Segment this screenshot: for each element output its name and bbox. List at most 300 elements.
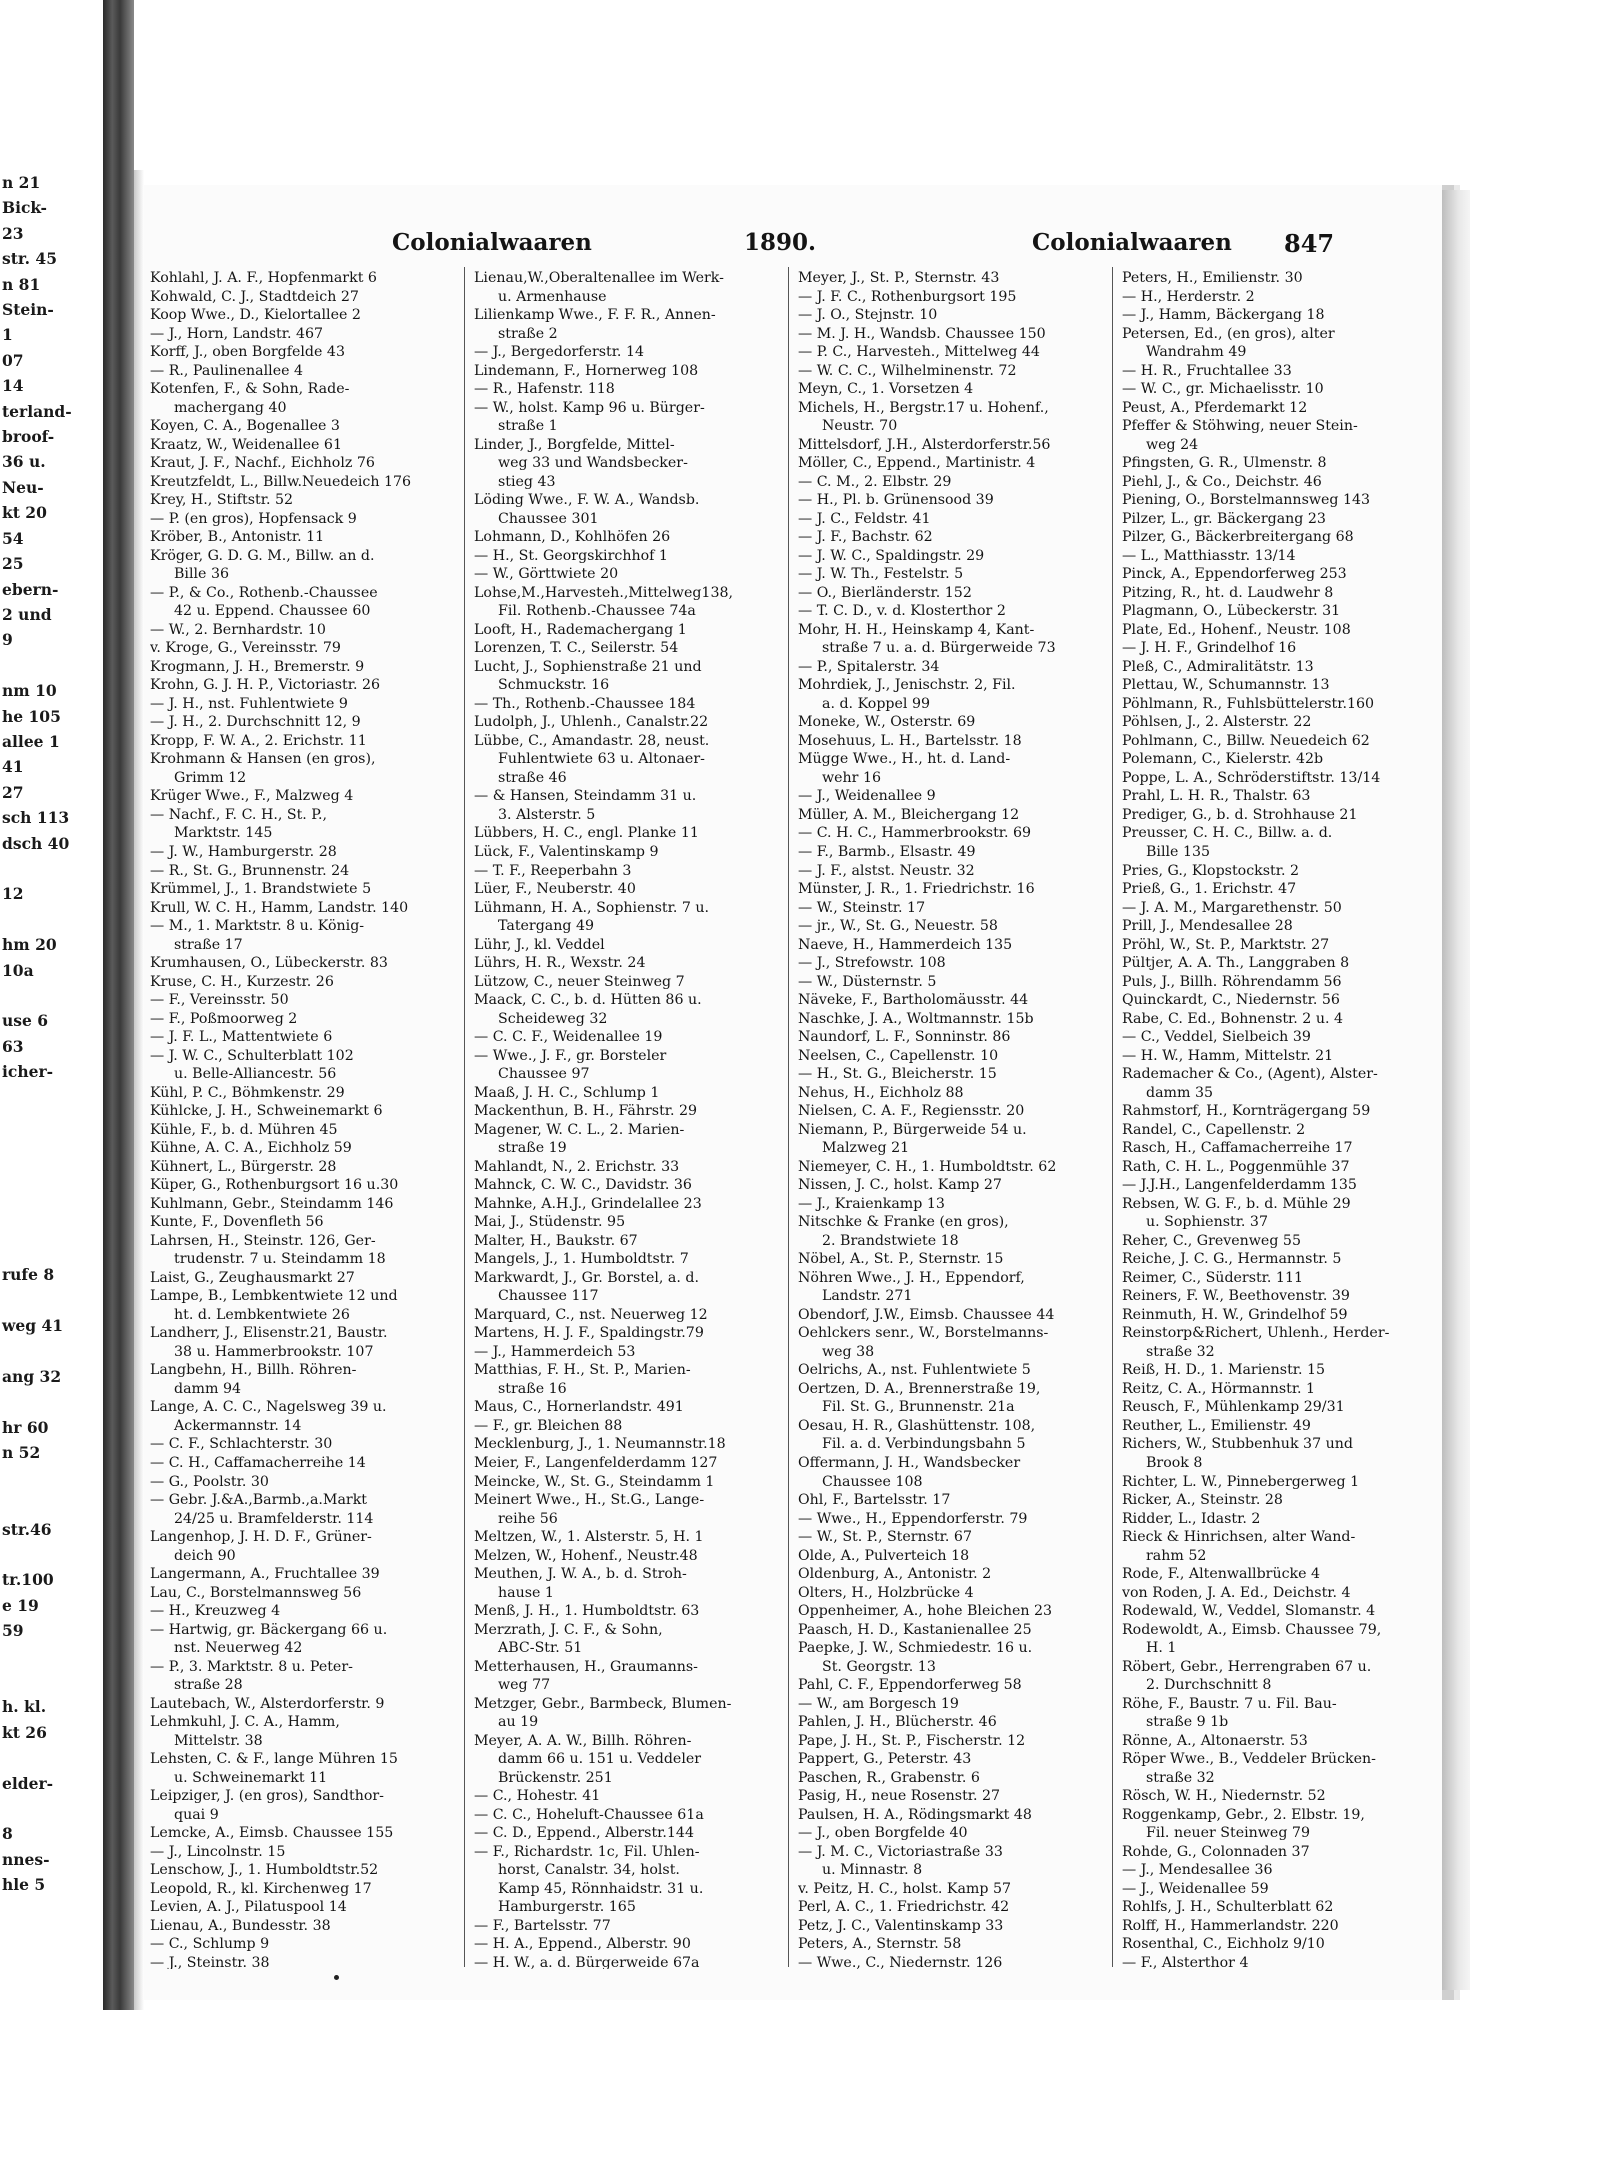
entry-continuation: a. d. Koppel 99: [822, 695, 930, 712]
directory-entry: Quinckardt, C., Niedernstr. 56: [1122, 992, 1340, 1009]
directory-entry: — G., Poolstr. 30: [150, 1473, 269, 1490]
directory-entry: — P., 3. Marktstr. 8 u. Peter-: [150, 1658, 353, 1675]
entry-continuation: straße 16: [498, 1380, 567, 1397]
entry-continuation: straße 19: [498, 1140, 567, 1157]
directory-entry: Lehsten, C. & F., lange Mühren 15: [150, 1751, 398, 1768]
entry-continuation: Chaussee 301: [498, 510, 599, 527]
directory-entry: — C., Veddel, Sielbeich 39: [1122, 1029, 1311, 1046]
directory-entry: — R., Paulinenallee 4: [150, 362, 304, 379]
entry-continuation: deich 90: [174, 1547, 236, 1564]
directory-entry: — C. D., Eppend., Alberstr.144: [474, 1825, 694, 1842]
directory-entry: Lautebach, W., Alsterdorferstr. 9: [150, 1695, 385, 1712]
entry-continuation: Landstr. 271: [822, 1288, 913, 1305]
directory-entry: — J., Bergedorferstr. 14: [474, 344, 645, 361]
directory-entry: Pfeffer & Stöhwing, neuer Stein-: [1122, 418, 1358, 435]
entry-continuation: Fuhlentwiete 63 u. Altonaer-: [498, 751, 705, 768]
directory-entry: Naundorf, L. F., Sonninstr. 86: [798, 1029, 1011, 1046]
facing-page-text: [0, 1390, 100, 1415]
column-2: [474, 269, 772, 1969]
directory-entry: Lienau,W.,Oberaltenallee im Werk-: [474, 270, 724, 286]
entry-continuation: 38 u. Hammerbrookstr. 107: [174, 1343, 374, 1360]
directory-entry: — H., St. Georgskirchhof 1: [474, 547, 668, 564]
entry-continuation: straße 46: [498, 769, 567, 786]
entry-continuation: Fil. a. d. Verbindungsbahn 5: [822, 1436, 1026, 1453]
directory-entry: — W. C., gr. Michaelisstr. 10: [1122, 381, 1324, 398]
directory-entry: — J., Steinstr. 38: [150, 1954, 270, 1969]
entry-continuation: rahm 52: [1146, 1547, 1207, 1564]
facing-page-text: rufe 8: [2, 1265, 55, 1285]
directory-entry: — J. A. M., Margarethenstr. 50: [1122, 899, 1342, 916]
directory-entry: Lucht, J., Sophienstraße 21 und: [474, 658, 702, 675]
directory-entry: Nitschke & Franke (en gros),: [798, 1214, 1009, 1231]
directory-entry: Lemcke, A., Eimsb. Chaussee 155: [150, 1825, 394, 1842]
entry-continuation: u. Minnastr. 8: [822, 1862, 923, 1879]
directory-entry: Lübbe, C., Amandastr. 28, neust.: [474, 732, 710, 749]
entry-continuation: Kamp 45, Rönnhaidstr. 31 u.: [498, 1880, 704, 1897]
directory-entry: — F., Barmb., Elsastr. 49: [798, 843, 976, 860]
directory-entry: Nöbel, A., St. P., Sternstr. 15: [798, 1251, 1004, 1268]
facing-page-text: 27: [2, 782, 24, 802]
entry-continuation: straße 7 u. a. d. Bürgerweide 73: [822, 640, 1056, 657]
directory-entry: Plettau, W., Schumannstr. 13: [1122, 677, 1330, 694]
directory-entry: Rohlfs, J. H., Schulterblatt 62: [1122, 1899, 1334, 1916]
directory-entry: — F., Poßmoorweg 2: [150, 1010, 298, 1027]
directory-entry: — R., Hafenstr. 118: [474, 381, 615, 398]
entry-continuation: straße 17: [174, 936, 243, 953]
facing-page-text: [0, 1161, 100, 1186]
directory-entry: Offermann, J. H., Wandsbecker: [798, 1455, 1021, 1471]
directory-entry: Rabe, C. Ed., Bohnenstr. 2 u. 4: [1122, 1010, 1344, 1027]
directory-entry: Richter, L. W., Pinnebergerweg 1: [1122, 1473, 1360, 1490]
column-1: [150, 269, 448, 1969]
directory-entry: Leopold, R., kl. Kirchenweg 17: [150, 1880, 372, 1897]
entry-continuation: straße 32: [1146, 1343, 1215, 1360]
directory-entry: Oldenburg, A., Antonistr. 2: [798, 1566, 992, 1583]
entry-continuation: machergang 40: [174, 399, 287, 416]
directory-entry: Kuhlmann, Gebr., Steindamm 146: [150, 1195, 394, 1212]
directory-entry: Reinmuth, H. W., Grindelhof 59: [1122, 1306, 1348, 1323]
entry-continuation: stieg 43: [498, 473, 556, 490]
directory-entry: Koop Wwe., D., Kielortallee 2: [150, 307, 361, 324]
directory-entry: — W., St. P., Sternstr. 67: [798, 1529, 972, 1546]
directory-entry: Mangels, J., 1. Humboldtstr. 7: [474, 1251, 689, 1268]
entry-continuation: straße 9 1b: [1146, 1714, 1229, 1731]
directory-entry: — M. J. H., Wandsb. Chaussee 150: [798, 325, 1046, 342]
directory-entry: — H., St. G., Bleicherstr. 15: [798, 1066, 997, 1083]
directory-entry: Peters, A., Sternstr. 58: [798, 1936, 962, 1953]
directory-page: [144, 185, 1454, 2000]
column-3: [798, 269, 1096, 1969]
facing-page-text: str. 45: [2, 249, 57, 269]
facing-page-text: 63: [2, 1036, 24, 1056]
directory-entry: Krumhausen, O., Lübeckerstr. 83: [150, 955, 388, 972]
directory-entry: Oelrichs, A., nst. Fuhlentwiete 5: [798, 1362, 1031, 1379]
entry-continuation: quai 9: [174, 1806, 219, 1823]
entry-continuation: Schmuckstr. 16: [498, 677, 610, 694]
directory-entry: — H. R., Fruchtallee 33: [1122, 362, 1292, 379]
entry-continuation: ht. d. Lembkentwiete 26: [174, 1306, 350, 1323]
directory-entry: Rolff, H., Hammerlandstr. 220: [1122, 1917, 1339, 1934]
entry-continuation: 2. Durchschnitt 8: [1146, 1677, 1272, 1694]
facing-page-text: hm 20: [2, 935, 57, 955]
entry-continuation: hause 1: [498, 1584, 554, 1601]
directory-entry: Petz, J. C., Valentinskamp 33: [798, 1917, 1004, 1934]
directory-entry: — J., Weidenallee 9: [798, 788, 936, 805]
directory-entry: Meuthen, J. W. A., b. d. Stroh-: [474, 1566, 687, 1583]
directory-entry: Malter, H., Baukstr. 67: [474, 1232, 638, 1249]
directory-entry: Pfingsten, G. R., Ulmenstr. 8: [1122, 455, 1327, 472]
directory-entry: Mackenthun, B. H., Fährstr. 29: [474, 1103, 698, 1120]
facing-page-text: sch 113: [2, 808, 70, 828]
directory-entry: Ohl, F., Bartelsstr. 17: [798, 1492, 951, 1509]
directory-entry: Obendorf, J.W., Eimsb. Chaussee 44: [798, 1306, 1055, 1323]
facing-page-text: 25: [2, 554, 24, 574]
directory-entry: Kruse, C. H., Kurzestr. 26: [150, 973, 334, 990]
directory-entry: Koyen, C. A., Bogenallee 3: [150, 418, 340, 435]
directory-entry: Roggenkamp, Gebr., 2. Elbstr. 19,: [1122, 1806, 1365, 1823]
entry-continuation: weg 33 und Wandsbecker-: [498, 455, 688, 472]
directory-entry: — Th., Rothenb.-Chaussee 184: [474, 695, 696, 712]
page-number: 847: [1284, 229, 1335, 258]
directory-entry: — H., Kreuzweg 4: [150, 1603, 281, 1620]
directory-entry: Niemeyer, C. H., 1. Humboldtstr. 62: [798, 1158, 1057, 1175]
directory-entry: — J. H., 2. Durchschnitt 12, 9: [150, 714, 361, 731]
directory-entry: Pinck, A., Eppendorferweg 253: [1122, 566, 1347, 583]
directory-entry: Lohse,M.,Harvesteh.,Mittelweg138,: [474, 584, 734, 601]
directory-entry: — W., am Borgesch 19: [798, 1695, 959, 1712]
directory-entry: — J., Hammerdeich 53: [474, 1343, 636, 1360]
entry-continuation: Chaussee 97: [498, 1066, 590, 1083]
directory-entry: — T. F., Reeperbahn 3: [474, 862, 632, 879]
directory-entry: Lohmann, D., Kohlhöfen 26: [474, 529, 671, 546]
directory-entry: Meincke, W., St. G., Steindamm 1: [474, 1473, 715, 1490]
entry-continuation: u. Sophienstr. 37: [1146, 1214, 1268, 1231]
directory-entry: Lück, F., Valentinskamp 9: [474, 843, 659, 860]
facing-page-text: [0, 1110, 100, 1135]
directory-entry: Lau, C., Borstelmannsweg 56: [150, 1584, 362, 1601]
directory-entry: Kühnert, L., Bürgerstr. 28: [150, 1158, 337, 1175]
directory-entry: Kröger, G. D. G. M., Billw. an d.: [150, 547, 375, 564]
directory-entry: Reuther, L., Emilienstr. 49: [1122, 1417, 1311, 1434]
facing-page-text: 54: [2, 528, 24, 548]
directory-entry: — J., Horn, Landstr. 467: [150, 325, 324, 342]
entry-continuation: Hamburgerstr. 165: [498, 1899, 636, 1916]
directory-entry: Lützow, C., neuer Steinweg 7: [474, 973, 685, 990]
directory-entry: Lorenzen, T. C., Seilerstr. 54: [474, 640, 679, 657]
facing-page-text: Neu-: [2, 477, 44, 497]
directory-entry: Maaß, J. H. C., Schlump 1: [474, 1084, 660, 1101]
directory-entry: — J. F., Bachstr. 62: [798, 529, 933, 546]
entry-continuation: H. 1: [1146, 1640, 1177, 1657]
entry-continuation: 24/25 u. Bramfelderstr. 114: [174, 1510, 374, 1527]
facing-page-text: kt 26: [2, 1722, 47, 1742]
directory-entry: Pröhl, W., St. P., Marktstr. 27: [1122, 936, 1330, 953]
directory-entry: — J. W. C., Spaldingstr. 29: [798, 547, 985, 564]
directory-entry: Rath, C. H. L., Poggenmühle 37: [1122, 1158, 1350, 1175]
directory-entry: — J. F. C., Rothenburgsort 195: [798, 288, 1017, 305]
directory-entry: Pöhlmann, R., Fuhlsbüttelerstr.160: [1122, 695, 1375, 712]
facing-page-text: 14: [2, 376, 24, 396]
directory-entry: — H., Herderstr. 2: [1122, 288, 1255, 305]
directory-entry: — M., 1. Marktstr. 8 u. König-: [150, 918, 365, 935]
directory-entry: Reinstorp&Richert, Uhlenh., Herder-: [1122, 1325, 1390, 1342]
entry-continuation: weg 77: [498, 1677, 551, 1694]
column-rule: [1112, 267, 1113, 1967]
directory-entry: Peust, A., Pferdemarkt 12: [1122, 399, 1308, 416]
directory-entry: Krohmann & Hansen (en gros),: [150, 751, 376, 768]
directory-entry: von Roden, J. A. Ed., Deichstr. 4: [1122, 1584, 1351, 1601]
directory-entry: Mahlandt, N., 2. Erichstr. 33: [474, 1158, 680, 1175]
facing-page-text: Stein-: [2, 300, 54, 320]
entry-continuation: Brook 8: [1146, 1455, 1203, 1471]
directory-entry: Kraut, J. F., Nachf., Eichholz 76: [150, 455, 375, 472]
directory-entry: Neelsen, C., Capellenstr. 10: [798, 1047, 999, 1064]
book-gutter: [103, 0, 134, 2010]
directory-entry: Pappert, G., Peterstr. 43: [798, 1751, 972, 1768]
directory-entry: Naschke, J. A., Woltmannstr. 15b: [798, 1010, 1034, 1027]
directory-entry: Lühr, J., kl. Veddel: [474, 936, 605, 953]
entry-continuation: Wandrahm 49: [1146, 344, 1247, 361]
directory-entry: Kropp, F. W. A., 2. Erichstr. 11: [150, 732, 367, 749]
entry-continuation: ABC-Str. 51: [498, 1640, 583, 1657]
directory-entry: — J. W., Hamburgerstr. 28: [150, 843, 337, 860]
directory-entry: — J., Lincolnstr. 15: [150, 1843, 286, 1860]
ink-dot: [334, 1975, 339, 1980]
directory-entry: Laist, G., Zeughausmarkt 27: [150, 1269, 355, 1286]
directory-entry: Rebsen, W. G. F., b. d. Mühle 29: [1122, 1195, 1351, 1212]
directory-entry: — L., Matthiasstr. 13/14: [1122, 547, 1296, 564]
directory-entry: Metterhausen, H., Graumanns-: [474, 1658, 698, 1675]
directory-entry: Ridder, L., Idastr. 2: [1122, 1510, 1261, 1527]
directory-entry: Pohlmann, C., Billw. Neuedeich 62: [1122, 732, 1370, 749]
directory-entry: v. Peitz, H. C., holst. Kamp 57: [798, 1880, 1012, 1897]
directory-entry: Naeve, H., Hammerdeich 135: [798, 936, 1013, 953]
directory-entry: Kühlcke, J. H., Schweinemarkt 6: [150, 1103, 383, 1120]
directory-entry: Melzen, W., Hohenf., Neustr.48: [474, 1547, 698, 1564]
directory-entry: Pöhlsen, J., 2. Alsterstr. 22: [1122, 714, 1312, 731]
facing-page-text: [0, 1669, 100, 1694]
directory-entry: — J. W. C., Schulterblatt 102: [150, 1047, 354, 1064]
directory-entry: — F., Alsterthor 4: [1122, 1954, 1249, 1969]
entry-continuation: straße 2: [498, 325, 558, 342]
directory-entry: Kröber, B., Antonistr. 11: [150, 529, 325, 546]
entry-continuation: Fil. neuer Steinweg 79: [1146, 1825, 1310, 1842]
directory-entry: Petersen, Ed., (en gros), alter: [1122, 325, 1335, 342]
facing-page-text: str.46: [2, 1519, 52, 1539]
directory-entry: Looft, H., Rademachergang 1: [474, 621, 687, 638]
directory-entry: Kühle, F., b. d. Mühren 45: [150, 1121, 338, 1138]
directory-entry: Rosenthal, C., Eichholz 9/10: [1122, 1936, 1325, 1953]
facing-page-text: 10a: [2, 960, 34, 980]
directory-entry: Piening, O., Borstelmannsweg 143: [1122, 492, 1371, 509]
facing-page-text: elder-: [2, 1773, 54, 1793]
directory-entry: — J. O., Stejnstr. 10: [798, 307, 938, 324]
directory-entry: — P. (en gros), Hopfensack 9: [150, 510, 357, 527]
directory-entry: — F., gr. Bleichen 88: [474, 1417, 623, 1434]
directory-entry: Prediger, G., b. d. Strohhause 21: [1122, 806, 1358, 823]
directory-entry: — O., Bierländerstr. 152: [798, 584, 972, 601]
entry-continuation: Malzweg 21: [822, 1140, 910, 1157]
directory-entry: Pültjer, A. A. Th., Langgraben 8: [1122, 955, 1350, 972]
directory-entry: — J., Mendesallee 36: [1122, 1862, 1273, 1879]
entry-continuation: Scheideweg 32: [498, 1010, 608, 1027]
directory-entry: — & Hansen, Steindamm 31 u.: [474, 788, 697, 805]
directory-entry: Pilzer, L., gr. Bäckergang 23: [1122, 510, 1326, 527]
directory-entry: Reiners, F. W., Beethovenstr. 39: [1122, 1288, 1350, 1305]
directory-entry: — Gebr. J.&A.,Barmb.,a.Markt: [150, 1492, 367, 1509]
entry-continuation: Fil. Rothenb.-Chaussee 74a: [498, 603, 696, 620]
entry-continuation: Chaussee 117: [498, 1288, 599, 1305]
directory-entry: Richers, W., Stubbenhuk 37 und: [1122, 1436, 1353, 1453]
directory-entry: Lüer, F., Neuberstr. 40: [474, 881, 636, 898]
directory-entry: Mosehuus, L. H., Bartelsstr. 18: [798, 732, 1022, 749]
directory-entry: Preusser, C. H. C., Billw. a. d.: [1122, 825, 1333, 842]
directory-entry: — J., Kraienkamp 13: [798, 1195, 945, 1212]
directory-entry: Möller, C., Eppend., Martinistr. 4: [798, 455, 1036, 472]
directory-entry: Maack, C. C., b. d. Hütten 86 u.: [474, 992, 702, 1009]
directory-entry: Puls, J., Billh. Röhrendamm 56: [1122, 973, 1342, 990]
directory-entry: — W., Düsternstr. 5: [798, 973, 937, 990]
directory-entry: — Nachf., F. C. H., St. P.,: [150, 806, 327, 823]
facing-page-text: 12: [2, 884, 24, 904]
directory-entry: Reitz, C. A., Hörmannstr. 1: [1122, 1380, 1316, 1397]
directory-entry: Magener, W. C. L., 2. Marien-: [474, 1121, 685, 1138]
directory-entry: — C. C. F., Weidenallee 19: [474, 1029, 663, 1046]
directory-entry: Rasch, H., Caffamacherreihe 17: [1122, 1140, 1353, 1157]
entry-continuation: weg 24: [1146, 436, 1199, 453]
directory-entry: Lehmkuhl, J. C. A., Hamm,: [150, 1714, 340, 1731]
directory-entry: — C., Schlump 9: [150, 1936, 270, 1953]
directory-entry: — W., 2. Bernhardstr. 10: [150, 621, 326, 638]
entry-continuation: Chaussee 108: [822, 1473, 923, 1490]
directory-entry: Markwardt, J., Gr. Borstel, a. d.: [474, 1269, 699, 1286]
entry-continuation: Bille 135: [1146, 843, 1211, 860]
facing-page-text: 36 u.: [2, 452, 46, 472]
entry-continuation: Bille 36: [174, 566, 229, 583]
directory-entry: Plate, Ed., Hohenf., Neustr. 108: [1122, 621, 1351, 638]
directory-entry: — J., Hamm, Bäckergang 18: [1122, 307, 1325, 324]
entry-continuation: wehr 16: [822, 769, 882, 786]
directory-entry: Pahlen, J. H., Blücherstr. 46: [798, 1714, 997, 1731]
directory-entry: — H. A., Eppend., Alberstr. 90: [474, 1936, 691, 1953]
header-left-title: Colonialwaaren: [392, 229, 592, 256]
directory-entry: Pleß, C., Admiralitätstr. 13: [1122, 658, 1314, 675]
directory-entry: — C. C., Hoheluft-Chaussee 61a: [474, 1806, 704, 1823]
facing-page-text: dsch 40: [2, 833, 70, 853]
entry-continuation: Marktstr. 145: [174, 825, 273, 842]
directory-entry: Niemann, P., Bürgerweide 54 u.: [798, 1121, 1027, 1138]
running-header: [144, 229, 1442, 265]
directory-entry: Paschen, R., Grabenstr. 6: [798, 1769, 980, 1786]
facing-page-text: 9: [2, 630, 13, 650]
directory-entry: Röper Wwe., B., Veddeler Brücken-: [1122, 1751, 1376, 1768]
entry-continuation: straße 1: [498, 418, 558, 435]
directory-entry: — W., Görttwiete 20: [474, 566, 619, 583]
entry-continuation: Neustr. 70: [822, 418, 898, 435]
directory-entry: Levien, A. J., Pilatuspool 14: [150, 1899, 347, 1916]
facing-page-text: terland-: [2, 401, 72, 421]
directory-entry: Krümmel, J., 1. Brandstwiete 5: [150, 881, 372, 898]
facing-page-text: kt 20: [2, 503, 47, 523]
gutter-shadow: [134, 170, 144, 2010]
directory-entry: — C., Hohestr. 41: [474, 1788, 601, 1805]
entry-continuation: u. Armenhause: [498, 288, 607, 305]
directory-entry: — Wwe., H., Eppendorferstr. 79: [798, 1510, 1028, 1527]
directory-entry: Leipziger, J. (en gros), Sandthor-: [150, 1788, 384, 1805]
facing-page-text: nm 10: [2, 681, 57, 701]
directory-entry: — H., Pl. b. Grünensood 39: [798, 492, 994, 509]
directory-entry: Pitzing, R., ht. d. Laudwehr 8: [1122, 584, 1334, 601]
directory-entry: Lampe, B., Lembkentwiete 12 und: [150, 1288, 398, 1305]
directory-entry: Rohde, G., Colonnaden 37: [1122, 1843, 1310, 1860]
directory-entry: Lenschow, J., 1. Humboldtstr.52: [150, 1862, 379, 1879]
directory-entry: — P. C., Harvesteh., Mittelweg 44: [798, 344, 1040, 361]
directory-entry: Oertzen, D. A., Brennerstraße 19,: [798, 1380, 1041, 1397]
entry-continuation: straße 32: [1146, 1769, 1215, 1786]
column-rule: [788, 267, 789, 1967]
directory-entry: — C. H., Caffamacherreihe 14: [150, 1455, 366, 1471]
entry-continuation: Fil. St. G., Brunnenstr. 21a: [822, 1399, 1015, 1416]
directory-entry: Rösch, W. H., Niedernstr. 52: [1122, 1788, 1326, 1805]
facing-page-text: [0, 907, 100, 932]
directory-entry: Korff, J., oben Borgfelde 43: [150, 344, 345, 361]
entry-continuation: weg 38: [822, 1343, 875, 1360]
directory-entry: Nöhren Wwe., J. H., Eppendorf,: [798, 1269, 1025, 1286]
directory-entry: Prahl, L. H. R., Thalstr. 63: [1122, 788, 1311, 805]
directory-entry: — F., Richardstr. 1c, Fil. Uhlen-: [474, 1843, 700, 1860]
entry-continuation: damm 35: [1146, 1084, 1214, 1101]
facing-page-text: [0, 1288, 100, 1313]
directory-entry: — C. H. C., Hammerbrookstr. 69: [798, 825, 1032, 842]
directory-entry: Rode, F., Altenwallbrücke 4: [1122, 1566, 1321, 1583]
entry-continuation: 3. Alsterstr. 5: [498, 806, 596, 823]
directory-entry: Röbert, Gebr., Herrengraben 67 u.: [1122, 1658, 1372, 1675]
entry-continuation: nst. Neuerweg 42: [174, 1640, 303, 1657]
entry-continuation: 2. Brandstwiete 18: [822, 1232, 959, 1249]
directory-entry: Merzrath, J. C. F., & Sohn,: [474, 1621, 663, 1638]
directory-entry: Randel, C., Capellenstr. 2: [1122, 1121, 1306, 1138]
directory-entry: Langermann, A., Fruchtallee 39: [150, 1566, 380, 1583]
column-4: [1122, 269, 1422, 1969]
facing-page-text: 2 und: [2, 604, 52, 624]
directory-entry: Mittelsdorf, J.H., Alsterdorferstr.56: [798, 436, 1051, 453]
directory-entry: Prieß, G., 1. Erichstr. 47: [1122, 881, 1297, 898]
directory-entry: — J.J.H., Langenfelderdamm 135: [1122, 1177, 1357, 1194]
facing-page-text: 59: [2, 1621, 24, 1641]
entry-continuation: damm 66 u. 151 u. Veddeler: [498, 1751, 702, 1768]
directory-entry: — F., Bartelsstr. 77: [474, 1917, 611, 1934]
directory-entry: Nissen, J. C., holst. Kamp 27: [798, 1177, 1002, 1194]
directory-entry: Paulsen, H. A., Rödingsmarkt 48: [798, 1806, 1032, 1823]
directory-entry: Rieck & Hinrichsen, alter Wand-: [1122, 1529, 1356, 1546]
facing-page-text: [0, 1339, 100, 1364]
facing-page-text: [0, 1796, 100, 1821]
directory-entry: Rönne, A., Altonaerstr. 53: [1122, 1732, 1308, 1749]
directory-entry: Olters, H., Holzbrücke 4: [798, 1584, 974, 1601]
entry-continuation: reihe 56: [498, 1510, 558, 1527]
facing-page-text: ebern-: [2, 579, 59, 599]
directory-entry: Rahmstorf, H., Kornträgergang 59: [1122, 1103, 1371, 1120]
facing-page-text: n 81: [2, 274, 41, 294]
directory-entry: — Hartwig, gr. Bäckergang 66 u.: [150, 1621, 388, 1638]
directory-entry: — J., Weidenallee 59: [1122, 1880, 1269, 1897]
directory-columns: [150, 269, 1430, 1969]
directory-entry: Mahnck, C. W. C., Davidstr. 36: [474, 1177, 692, 1194]
entry-continuation: Brückenstr. 251: [498, 1769, 613, 1786]
directory-entry: — T. C. D., v. d. Klosterthor 2: [798, 603, 1006, 620]
directory-entry: Landherr, J., Elisenstr.21, Baustr.: [150, 1325, 388, 1342]
directory-entry: Metzger, Gebr., Barmbeck, Blumen-: [474, 1695, 732, 1712]
